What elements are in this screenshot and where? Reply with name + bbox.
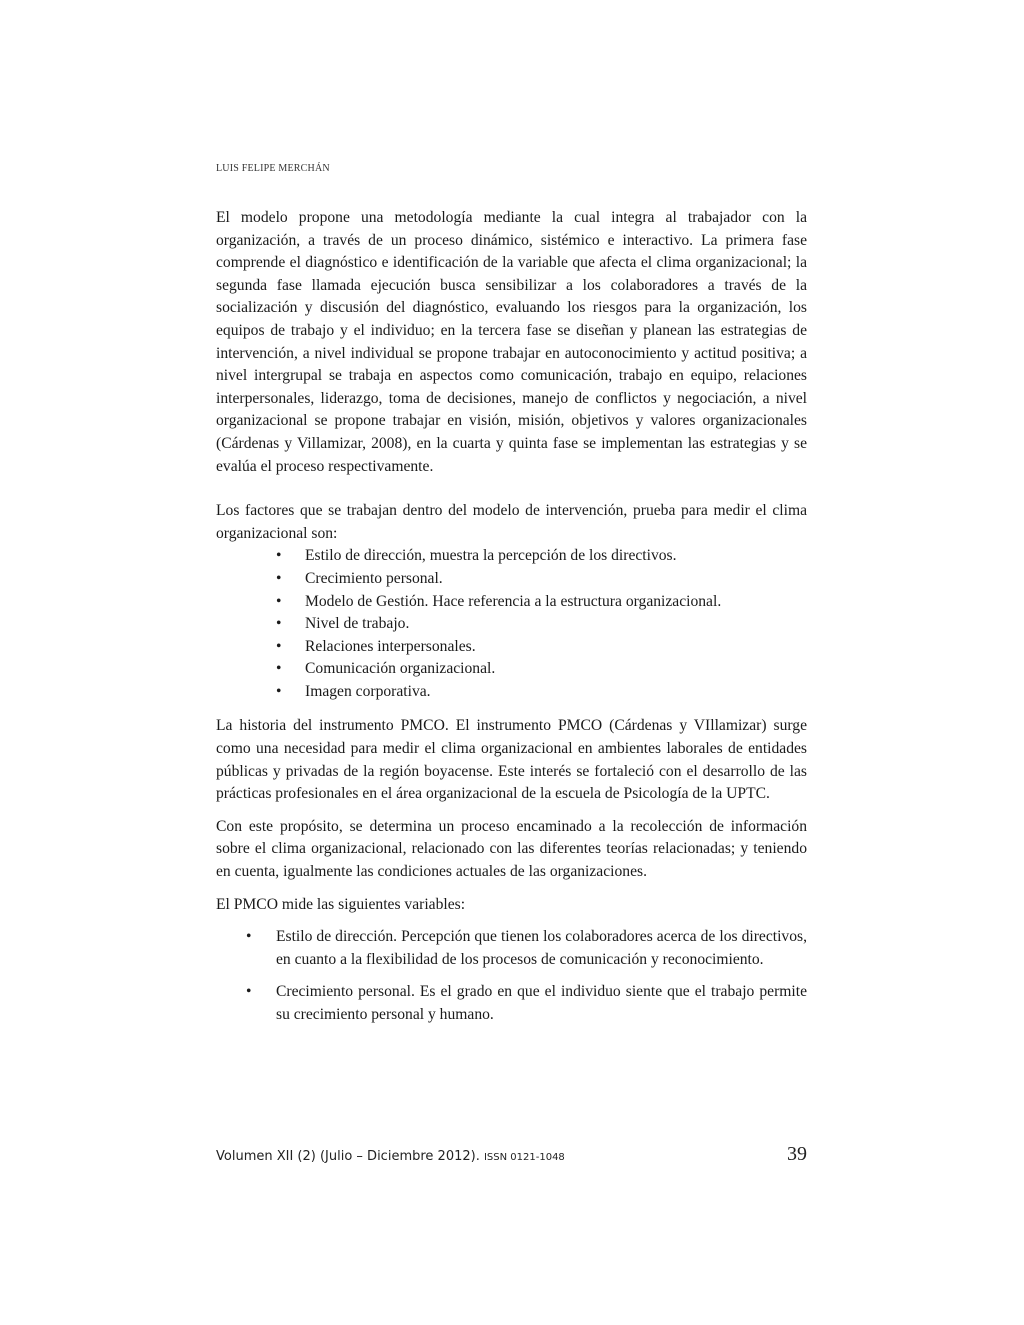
paragraph-factors-intro: Los factores que se trabajan dentro del modelo de intervención, prueba para medir el clima organizacional son: (216, 502, 807, 542)
bullet-icon: • (276, 592, 282, 610)
page-number: 39 (787, 1143, 807, 1165)
bullet-icon: • (276, 615, 282, 633)
paragraph-model-description: El modelo propone una metodología mediante la cual integra al trabajador con la organización, a través de un proceso dinámico, sistémico e interactivo. La primera fase comprende el diagnóstico e identificación de la variable que afecta el clima organizacional; la segunda fase llamada ejecución busca sensibilizar a los colaboradores a través de la socialización y discusión del diagnóstico, evaluando los riesgos para la organización, los equipos de trabajo y el individuo; en la tercera fase se diseñan y planean las estrategias de intervención, a nivel individual se propone trabajar en autoconocimiento y actitud positiva; a nivel intergrupal se trabaja en aspectos como comunicación, trabajo en equipo, relaciones interpersonales, liderazgo, toma de decisiones, manejo de conflictos y negociación, a nivel organizacional se propone trabajar en visión, misión, objetivos y valores organizacionales (Cárdenas y Villamizar, 2008), en la cuarta y quinta fase se implementan las estrategias y se evalúa el proceso respectivamente. (216, 209, 807, 475)
factors-bullet-list (216, 545, 807, 703)
bullet-icon: • (246, 983, 252, 1001)
body-text (216, 207, 807, 1027)
list-item (216, 926, 807, 971)
bullet-icon: • (276, 547, 282, 565)
variables-bullet-list (216, 926, 807, 1026)
list-item-text: Estilo de dirección. Percepción que tienen los colaboradores acerca de los directivos, en cuanto a la flexibilidad de los procesos de comunicación y reconocimiento. (276, 928, 807, 968)
running-head-author: LUIS FELIPE MERCHÁN (216, 163, 330, 174)
list-item-text: Relaciones interpersonales. (305, 637, 476, 655)
bullet-icon: • (276, 637, 282, 655)
list-item (216, 981, 807, 1026)
list-item (216, 613, 807, 636)
list-item (216, 591, 807, 614)
list-item-text: Crecimiento personal. (305, 569, 443, 587)
list-item-text: Nivel de trabajo. (305, 615, 410, 633)
paragraph-purpose: Con este propósito, se determina un proceso encaminado a la recolección de información sobre el clima organizacional, relacionado con las diferentes teorías relacionadas; y teniendo en cuenta, igualmente las condiciones actuales de las organizaciones. (216, 817, 807, 881)
list-item-text: Modelo de Gestión. Hace referencia a la estructura organizacional. (305, 592, 722, 610)
list-item-text: Comunicación organizacional. (305, 660, 496, 678)
list-item-text: Crecimiento personal. Es el grado en que el individuo siente que el trabajo permite su crecimiento personal y humano. (276, 983, 807, 1023)
issn-label: ISSN 0121-1048 (483, 1152, 565, 1163)
list-item (216, 658, 807, 681)
list-item-text: Estilo de dirección, muestra la percepción de los directivos. (305, 547, 677, 565)
list-item (216, 681, 807, 704)
paragraph-variables-intro: El PMCO mide las siguientes variables: (216, 895, 466, 913)
paragraph-pmco-history: La historia del instrumento PMCO. El instrumento PMCO (Cárdenas y VIllamizar) surge como una necesidad para medir el clima organizacional en ambientes laborales de entidades públicas y privadas de la región boyacense. Este interés se fortaleció con el desarrollo de las prácticas profesionales en el área organizacional de la escuela de Psicología de la UPTC. (216, 717, 807, 803)
list-item (216, 568, 807, 591)
list-item (216, 545, 807, 568)
journal-citation (216, 1149, 565, 1164)
list-item (216, 636, 807, 659)
bullet-icon: • (276, 569, 282, 587)
bullet-icon: • (246, 928, 252, 946)
list-item-text: Imagen corporativa. (305, 682, 431, 700)
bullet-icon: • (276, 682, 282, 700)
bullet-icon: • (276, 660, 282, 678)
journal-volume: Volumen XII (2) (Julio – Diciembre 2012). (216, 1149, 480, 1164)
